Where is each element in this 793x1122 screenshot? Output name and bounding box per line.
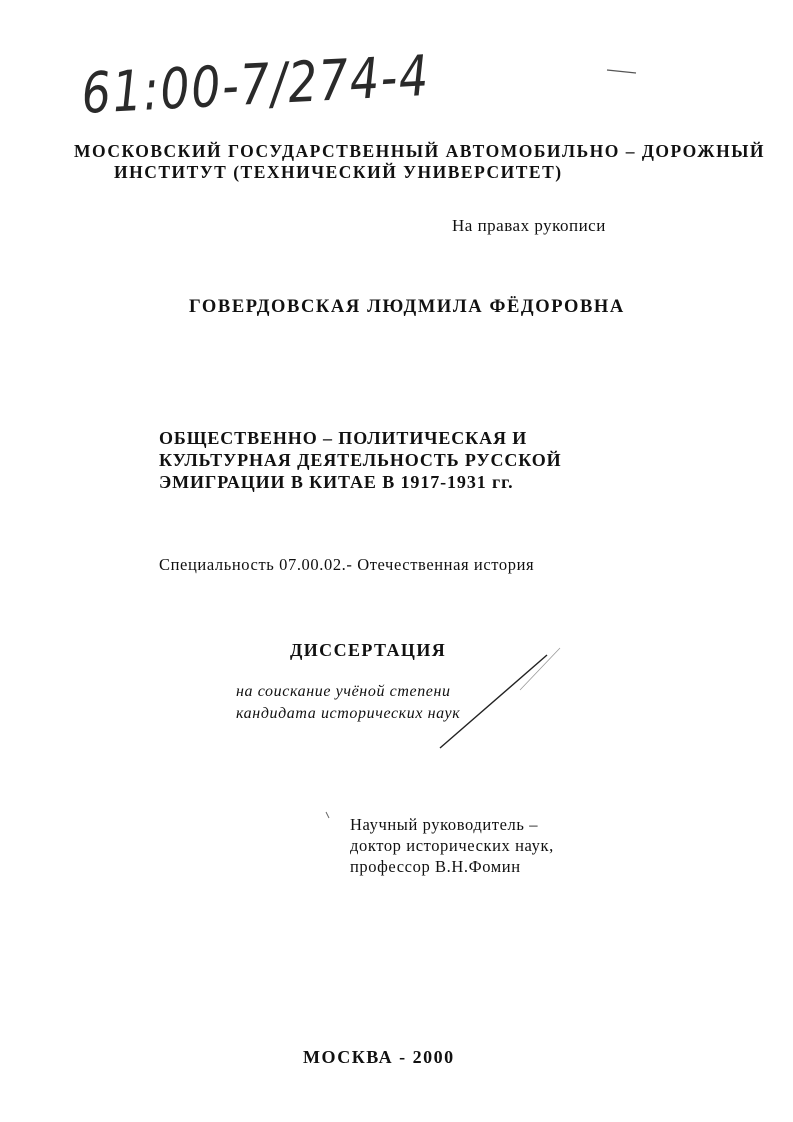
handwritten-catalog-code: 61:00-7/274-4 — [80, 43, 432, 127]
dissertation-title — [159, 427, 562, 493]
advisor-line-1: Научный руководитель – — [350, 815, 539, 834]
degree-statement — [236, 681, 460, 725]
city-year: МОСКВА - 2000 — [303, 1047, 455, 1067]
title-line-1: ОБЩЕСТВЕННО – ПОЛИТИЧЕСКАЯ И — [159, 428, 528, 448]
degree-line-1: на соискание учёной степени — [236, 683, 451, 700]
faint-diagonal-stroke — [520, 648, 560, 690]
tick-mark — [326, 812, 329, 818]
institute-name-line-1: МОСКОВСКИЙ ГОСУДАРСТВЕННЫЙ АВТОМОБИЛЬНО – ДОРОЖНЫЙ — [74, 141, 765, 161]
specialty-line: Специальность 07.00.02.- Отечественная история — [159, 555, 535, 574]
manuscript-note: На правах рукописи — [452, 216, 606, 235]
advisor-line-2: доктор исторических наук, — [350, 836, 554, 855]
title-line-2: КУЛЬТУРНАЯ ДЕЯТЕЛЬНОСТЬ РУССКОЙ — [159, 450, 562, 470]
document-type-heading: ДИССЕРТАЦИЯ — [290, 640, 447, 660]
scientific-advisor — [350, 814, 554, 877]
author-name: ГОВЕРДОВСКАЯ ЛЮДМИЛА ФЁДОРОВНА — [189, 297, 625, 317]
stray-dash-mark — [607, 70, 636, 73]
degree-line-2: кандидата исторических наук — [236, 705, 461, 722]
advisor-line-3: профессор В.Н.Фомин — [350, 857, 521, 876]
title-line-3: ЭМИГРАЦИИ В КИТАЕ В 1917-1931 гг. — [159, 472, 514, 492]
institute-name-line-2: ИНСТИТУТ (ТЕХНИЧЕСКИЙ УНИВЕРСИТЕТ) — [114, 162, 563, 182]
